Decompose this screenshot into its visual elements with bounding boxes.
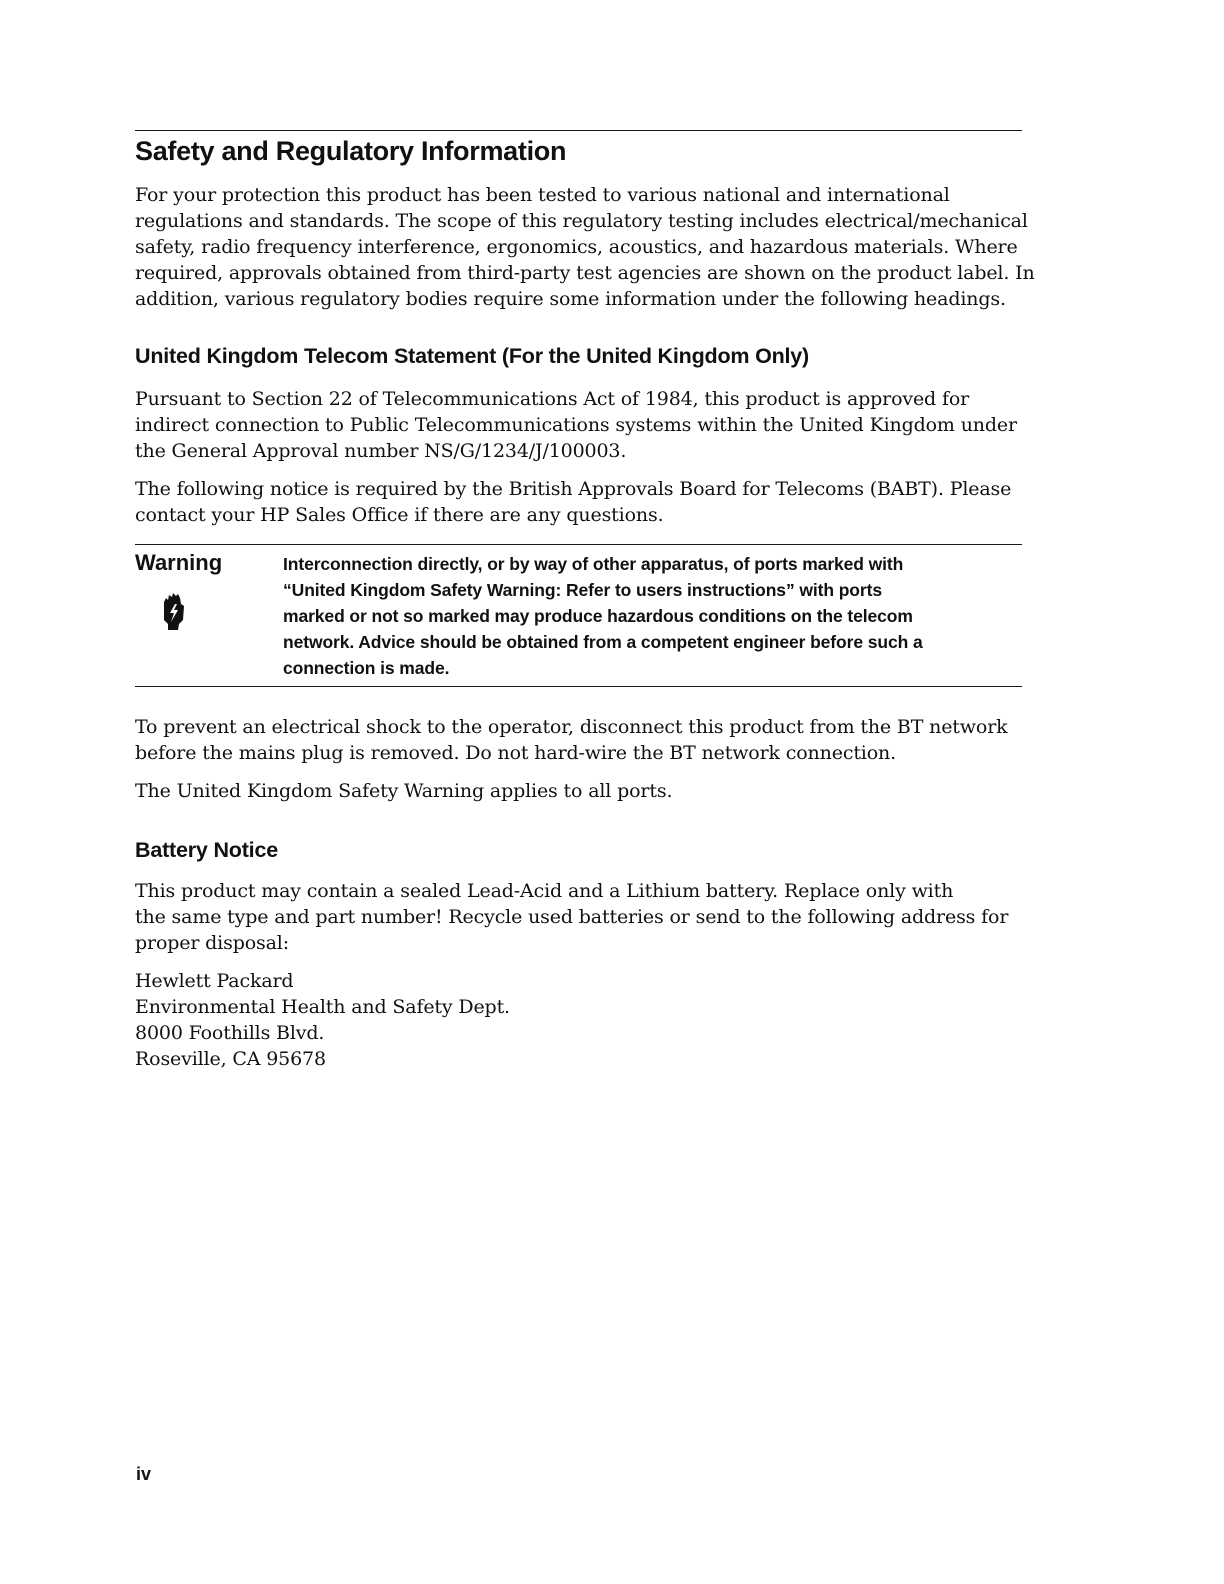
address-line: Hewlett Packard bbox=[135, 970, 294, 992]
warning-line: marked or not so marked may produce hazardous conditions on the telecom bbox=[283, 606, 913, 626]
hand-shock-warning-icon bbox=[160, 592, 186, 632]
page-number: iv bbox=[136, 1464, 152, 1484]
warning-bottom-rule bbox=[135, 686, 1022, 687]
uk-approval-line: the General Approval number NS/G/1234/J/100003. bbox=[135, 440, 627, 462]
intro-line: safety, radio frequency interference, ergonomics, acoustics, and hazardous materials. Where bbox=[135, 236, 1018, 258]
battery-line: proper disposal: bbox=[135, 932, 289, 954]
address-line: Roseville, CA 95678 bbox=[135, 1048, 326, 1070]
all-ports-paragraph: The United Kingdom Safety Warning applies to all ports. bbox=[135, 780, 673, 802]
intro-line: regulations and standards. The scope of this regulatory testing includes electrical/mechanical bbox=[135, 210, 1028, 232]
shock-prevention-line: To prevent an electrical shock to the operator, disconnect this product from the BT network bbox=[135, 716, 1008, 738]
intro-line: For your protection this product has been tested to various national and international bbox=[135, 184, 950, 206]
intro-line: addition, various regulatory bodies require some information under the following headings. bbox=[135, 288, 1006, 310]
babt-notice-paragraph bbox=[135, 476, 1011, 528]
uk-approval-line: indirect connection to Public Telecommunications systems within the United Kingdom under bbox=[135, 414, 1017, 436]
uk-approval-line: Pursuant to Section 22 of Telecommunications Act of 1984, this product is approved for bbox=[135, 388, 970, 410]
page-title: Safety and Regulatory Information bbox=[135, 136, 567, 166]
shock-prevention-line: before the mains plug is removed. Do not hard-wire the BT network connection. bbox=[135, 742, 896, 764]
address-line: 8000 Foothills Blvd. bbox=[135, 1022, 325, 1044]
address-line: Environmental Health and Safety Dept. bbox=[135, 996, 510, 1018]
uk-approval-paragraph bbox=[135, 386, 1017, 464]
top-rule bbox=[135, 130, 1022, 131]
warning-text bbox=[283, 551, 923, 681]
battery-line: This product may contain a sealed Lead-Acid and a Lithium battery. Replace only with bbox=[135, 880, 954, 902]
babt-notice-line: The following notice is required by the British Approvals Board for Telecoms (BABT). Please bbox=[135, 478, 1012, 500]
warning-line: network. Advice should be obtained from a competent engineer before such a bbox=[283, 632, 923, 652]
intro-line: required, approvals obtained from third-party test agencies are shown on the product label. In bbox=[135, 262, 1035, 284]
warning-top-rule bbox=[135, 544, 1022, 545]
warning-line: connection is made. bbox=[283, 658, 450, 678]
warning-line: Interconnection directly, or by way of other apparatus, of ports marked with bbox=[283, 554, 904, 574]
warning-line: “United Kingdom Safety Warning: Refer to users instructions” with ports bbox=[283, 580, 882, 600]
warning-label: Warning bbox=[135, 550, 223, 575]
uk-telecom-heading: United Kingdom Telecom Statement (For the United Kingdom Only) bbox=[135, 344, 810, 368]
intro-paragraph bbox=[135, 182, 1035, 312]
battery-line: the same type and part number! Recycle used batteries or send to the following address for bbox=[135, 906, 1009, 928]
battery-notice-heading: Battery Notice bbox=[135, 838, 278, 862]
battery-paragraph bbox=[135, 878, 1008, 956]
disposal-address bbox=[135, 968, 510, 1072]
babt-notice-line: contact your HP Sales Office if there are any questions. bbox=[135, 504, 664, 526]
shock-prevention-paragraph bbox=[135, 714, 1008, 766]
